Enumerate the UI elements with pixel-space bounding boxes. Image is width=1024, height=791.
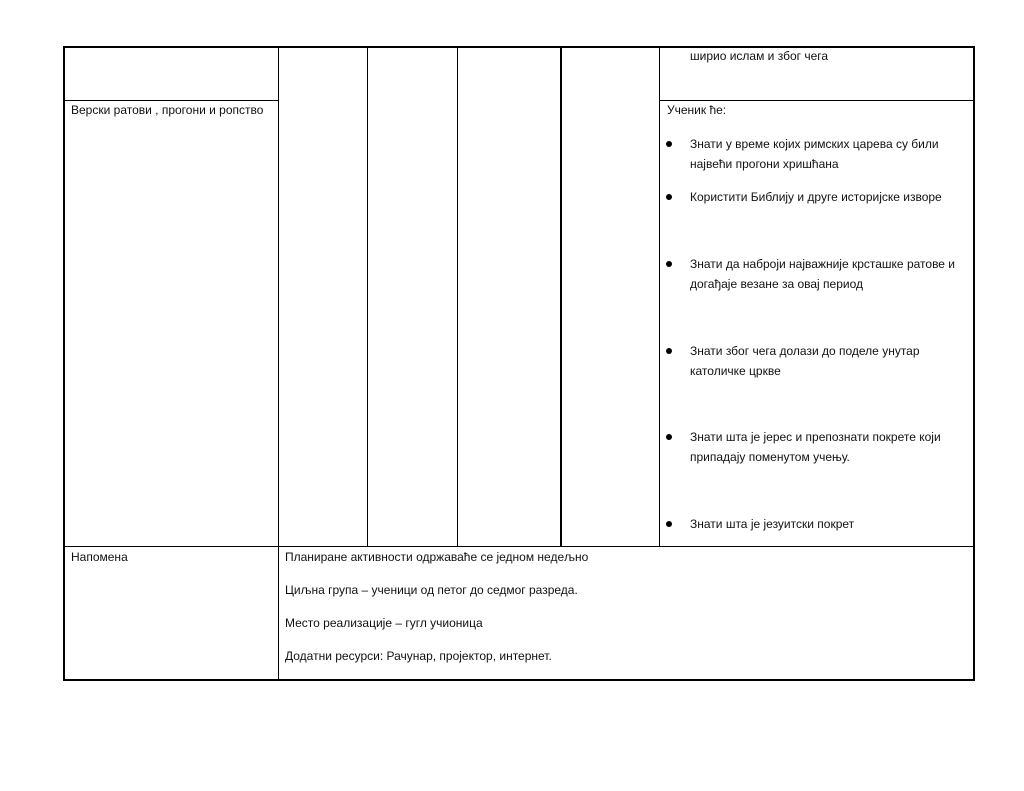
note-line: Додатни ресурси: Рачунар, пројектор, интернет.: [285, 649, 552, 663]
outcomes-heading: Ученик ће:: [667, 103, 727, 117]
bullet-icon: [666, 194, 672, 200]
topic-cell-line-1: Верски ратови , прогони и ропство: [71, 103, 264, 117]
outcome-text: Знати због чега долази до поделе унутар католичке цркве: [690, 344, 920, 378]
col-divider-1: [278, 46, 279, 681]
table-bottom-border: [63, 679, 975, 681]
outcome-text: Знати у време којих римских царева су били највећи прогони хришћана: [690, 137, 939, 171]
note-line: Место реализације – гугл учионица: [285, 616, 483, 630]
col-divider-4: [560, 46, 562, 547]
bullet-icon: [666, 348, 672, 354]
table-left-border: [63, 46, 65, 681]
continued-outcome-text: ширио ислам и због чега: [690, 49, 829, 63]
bullet-icon: [666, 261, 672, 267]
col-divider-5: [659, 46, 660, 547]
bullet-icon: [666, 141, 672, 147]
table-top-border: [63, 46, 975, 48]
note-line: Циљна група – ученици од петог до седмог разреда.: [285, 583, 578, 597]
bullet-icon: [666, 521, 672, 527]
outcome-text: Знати шта је језуитски покрет: [690, 517, 855, 531]
col-divider-2: [367, 46, 368, 547]
outcome-text: Користити Библију и друге историјске изворе: [690, 190, 942, 204]
note-label: Напомена: [71, 550, 128, 564]
col-divider-3: [457, 46, 458, 547]
outcome-text: Знати шта је јерес и препознати покрете који припадају поменутом учењу.: [690, 430, 941, 464]
bullet-icon: [666, 434, 672, 440]
outcome-text: Знати да наброји најважније крсташке ратове и догађаје везане за овај период: [690, 257, 956, 291]
note-line: Планиране активности одржаваће се једном недељно: [285, 550, 589, 564]
